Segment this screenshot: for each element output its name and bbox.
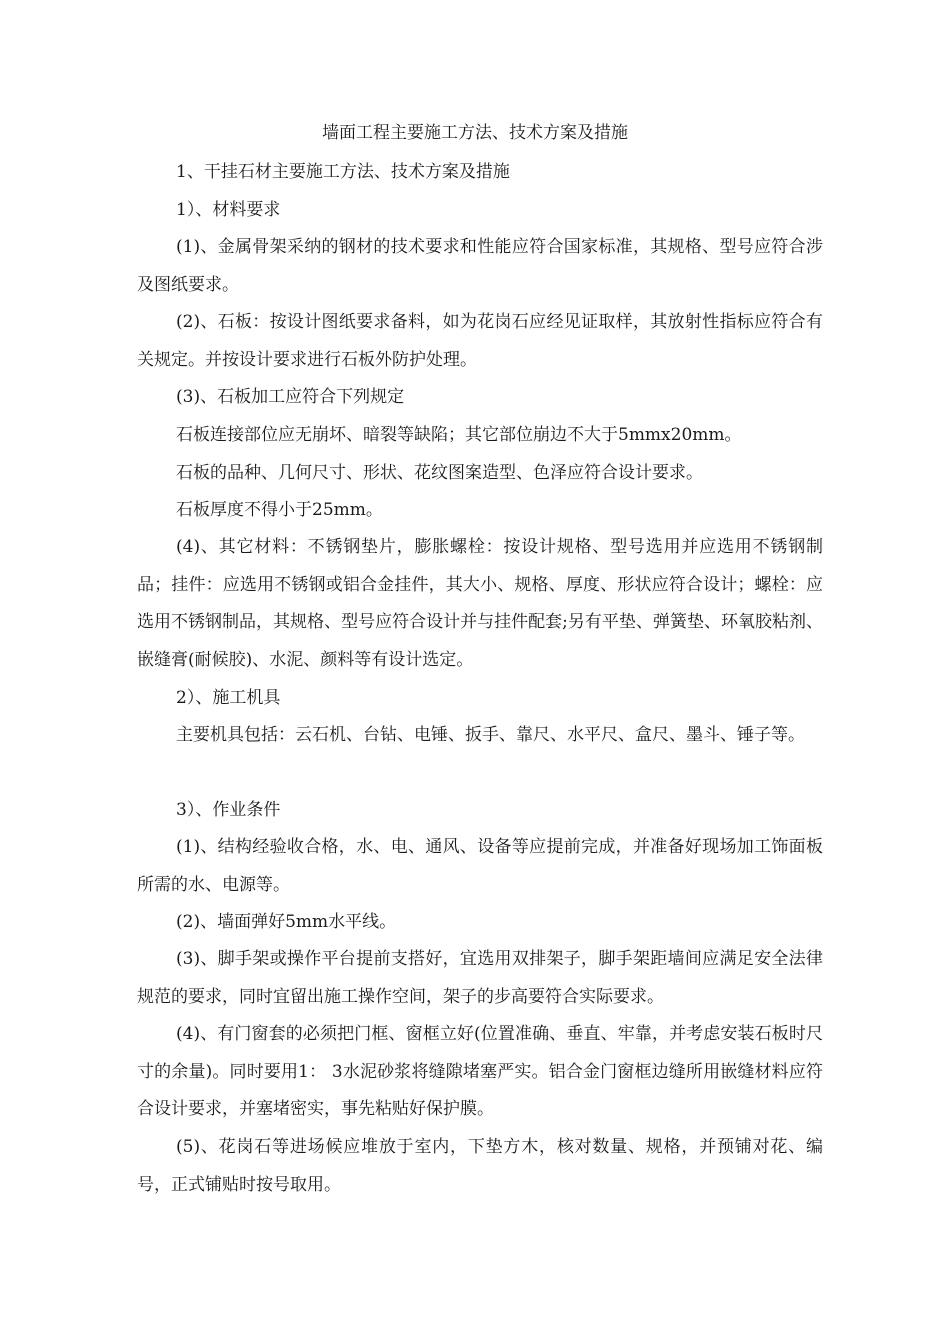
paragraph: 石板连接部位应无崩坏、暗裂等缺陷；其它部位崩边不大于5mmx20mm。 <box>176 425 742 445</box>
subsection-heading: 1）、材料要求 <box>176 200 281 220</box>
paragraph: (2)、石板：按设计图纸要求备料，如为花岗石应经见证取样，其放射性指标应符合有关规定。并按设计要求进行石板外防护处理。 <box>137 312 823 370</box>
paragraph: (1)、金属骨架采纳的钢材的技术要求和性能应符合国家标准，其规格、型号应符合涉及图纸要求。 <box>137 237 823 295</box>
paragraph: (2)、墙面弹好5mm水平线。 <box>176 912 397 932</box>
paragraph: (5)、花岗石等进场候应堆放于室内，下垫方木，核对数量、规格，并预铺对花、编号，正式铺贴时按号取用。 <box>137 1137 823 1195</box>
paragraph: (1)、结构经验收合格，水、电、通风、设备等应提前完成，并准备好现场加工饰面板所需的水、电源等。 <box>137 837 823 895</box>
paragraph: (4)、有门窗套的必须把门框、窗框立好(位置准确、垂直、牢靠，并考虑安装石板时尺寸的余量)。同时要用1： 3水泥砂浆将缝隙堵塞严实。铝合金门窗框边缝所用嵌缝材料应符合设计要求，并塞堵密实，事先粘贴好保护膜。 <box>137 1024 823 1119</box>
paragraph: (3)、脚手架或操作平台提前支搭好，宜选用双排架子，脚手架距墙间应满足安全法律规范的要求，同时宜留出施工操作空间，架子的步高要符合实际要求。 <box>137 949 823 1007</box>
paragraph: 主要机具包括：云石机、台钻、电锤、扳手、靠尺、水平尺、盒尺、墨斗、锤子等。 <box>176 725 805 745</box>
paragraph: 石板厚度不得小于25mm。 <box>176 500 383 520</box>
subsection-heading: 2）、施工机具 <box>176 688 281 708</box>
paragraph: (3)、石板加工应符合下列规定 <box>176 387 405 407</box>
section-heading: 1、干挂石材主要施工方法、技术方案及措施 <box>176 162 510 182</box>
subsection-heading: 3）、作业条件 <box>176 800 281 820</box>
paragraph: (4)、其它材料：不锈钢垫片，膨胀螺栓：按设计规格、型号选用并应选用不锈钢制品；挂件：应选用不锈钢或铝合金挂件，其大小、规格、厚度、形状应符合设计；螺栓：应选用不锈钢制品，其规格、型号应符合设计并与挂件配套;另有平垫、弹簧垫、环氧胶粘剂、嵌缝膏(耐候胶)、水泥、颜料等有设计选定。 <box>137 537 823 670</box>
paragraph: 石板的品种、几何尺寸、形状、花纹图案造型、色泽应符合设计要求。 <box>176 463 703 483</box>
document-title: 墙面工程主要施工方法、技术方案及措施 <box>322 123 628 143</box>
